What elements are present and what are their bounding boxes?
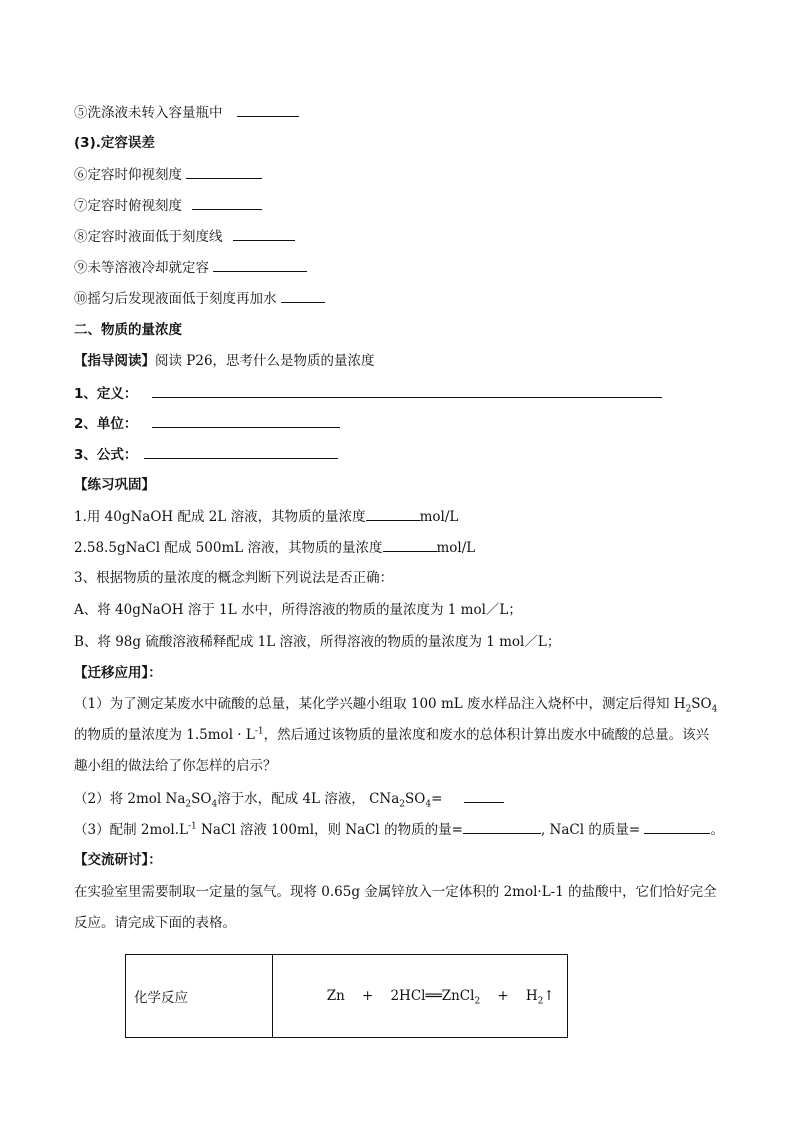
item-5-text: ⑤洗涤液未转入容量瓶中 [74,105,223,121]
unit-line [74,414,340,433]
discuss-heading: 【交流研讨】： [74,852,162,868]
item-7 [74,196,262,215]
section-3-heading: (3).定容误差 [74,135,155,151]
p2-blank[interactable] [464,789,504,803]
gas-arrow: ↑ [543,988,555,1004]
item-8 [74,227,295,246]
definition-blank[interactable] [152,384,662,398]
practice-q2 [74,538,475,557]
practice-heading: 【练习巩固】 [74,477,155,493]
p2-text: SO [191,791,212,807]
answer-blank[interactable] [192,196,262,210]
formula-line [74,445,338,464]
subscript: 4 [425,799,432,810]
p2-text: = [431,791,443,807]
reaction-label: 化学反应 [134,990,188,1006]
subscript: 4 [211,799,218,810]
subscript: 2 [474,996,481,1007]
practice-q1 [74,507,458,526]
q2-text: 2.58.5gNaCl 配成 500mL 溶液，其物质的量浓度 [74,540,383,556]
reaction-label-cell [126,955,273,1038]
subscript: 2 [537,996,544,1007]
subscript: 2 [185,799,192,810]
answer-blank[interactable] [233,227,295,241]
item-8-text: ⑧定容时液面低于刻度线 [74,229,223,245]
equation-text: + H [480,988,538,1004]
p3-text: （3）配制 2mol.L [74,822,188,838]
transfer-p1b-text: 的物质的量浓度为 1.5mol · L [74,727,255,743]
practice-q3: 3、根据物质的量浓度的概念判断下列说法是否正确： [74,570,394,586]
q2-unit: mol/L [436,540,476,556]
answer-blank[interactable] [186,165,262,179]
transfer-p1c: 趣小组的做法给了你怎样的启示？ [74,758,277,774]
answer-blank[interactable] [213,258,307,272]
p3-text: 。 [710,822,724,838]
subscript: 4 [711,704,718,715]
item-6 [74,165,262,184]
definition-line [74,384,662,403]
guide-reading [74,352,375,370]
p3-blank-mass[interactable] [644,820,710,834]
unit-label: 2、单位： [74,416,138,432]
reaction-table [125,954,568,1038]
discuss-p1: 在实验室里需要制取一定量的氢气。现将 0.65g 金属锌放入一定体积的 2mol·L-1 的盐酸中，它们恰好完全 [74,884,717,900]
item-10 [74,289,325,308]
q1-text: 1.用 40gNaOH 配成 2L 溶液，其物质的量浓度 [74,509,366,525]
p3-text: NaCl 溶液 100ml，则 NaCl 的物质的量= [196,822,463,838]
formula-part: SO [691,696,712,712]
transfer-heading: 【迁移应用】： [74,665,162,681]
answer-blank[interactable] [281,289,325,303]
subscript: 2 [685,704,692,715]
item-5 [74,103,299,122]
transfer-p1b-rest: ，然后通过该物质的量浓度和废水的总体积计算出废水中硫酸的总量。该兴 [263,727,710,743]
definition-label: 1、定义： [74,386,138,402]
answer-blank[interactable] [237,103,299,117]
transfer-p3 [74,820,724,839]
formula-blank[interactable] [144,445,338,459]
section-2-heading: 二、物质的量浓度 [74,322,182,338]
p3-text: , NaCl 的质量= [540,822,645,838]
transfer-p1a [74,695,717,713]
unit-blank[interactable] [152,414,340,428]
reaction-equation-cell [273,955,568,1038]
transfer-p1a-text: （1）为了测定某废水中硫酸的总量，某化学兴趣小组取 100 mL 废水样品注入烧杯中，测定后得知 H [74,696,686,712]
guide-text: 阅读 P26，思考什么是物质的量浓度 [155,353,375,369]
p2-text: 溶于水，配成 4L 溶液， CNa [217,791,400,807]
transfer-p1b [74,726,709,744]
item-9-text: ⑨未等溶液冷却就定容 [74,260,209,276]
formula-label: 3、公式： [74,447,138,463]
item-7-text: ⑦定容时俯视刻度 [74,198,182,214]
q2-blank[interactable] [383,538,437,552]
item-9 [74,258,307,277]
p2-text: （2）将 2mol Na [74,791,186,807]
p3-blank-moles[interactable] [463,820,541,834]
q1-unit: mol/L [419,509,459,525]
superscript: -1 [187,821,197,832]
p2-text: SO [405,791,426,807]
discuss-p2: 反应。请完成下面的表格。 [74,915,236,931]
table-row [126,955,568,1038]
subscript: 2 [399,799,406,810]
transfer-p2 [74,789,504,808]
q1-blank[interactable] [366,507,420,521]
item-10-text: ⑩摇匀后发现液面低于刻度再加水 [74,291,277,307]
equation-text: Zn + 2HCl══ZnCl [326,988,475,1004]
practice-option-b: B、将 98g 硫酸溶液稀释配成 1L 溶液，所得溶液的物质的量浓度为 1 mol／L； [74,634,561,650]
guide-label: 【指导阅读】 [74,353,155,369]
superscript: -1 [254,726,264,737]
practice-option-a: A、将 40gNaOH 溶于 1L 水中，所得溶液的物质的量浓度为 1 mol／L； [74,602,522,618]
item-6-text: ⑥定容时仰视刻度 [74,167,182,183]
